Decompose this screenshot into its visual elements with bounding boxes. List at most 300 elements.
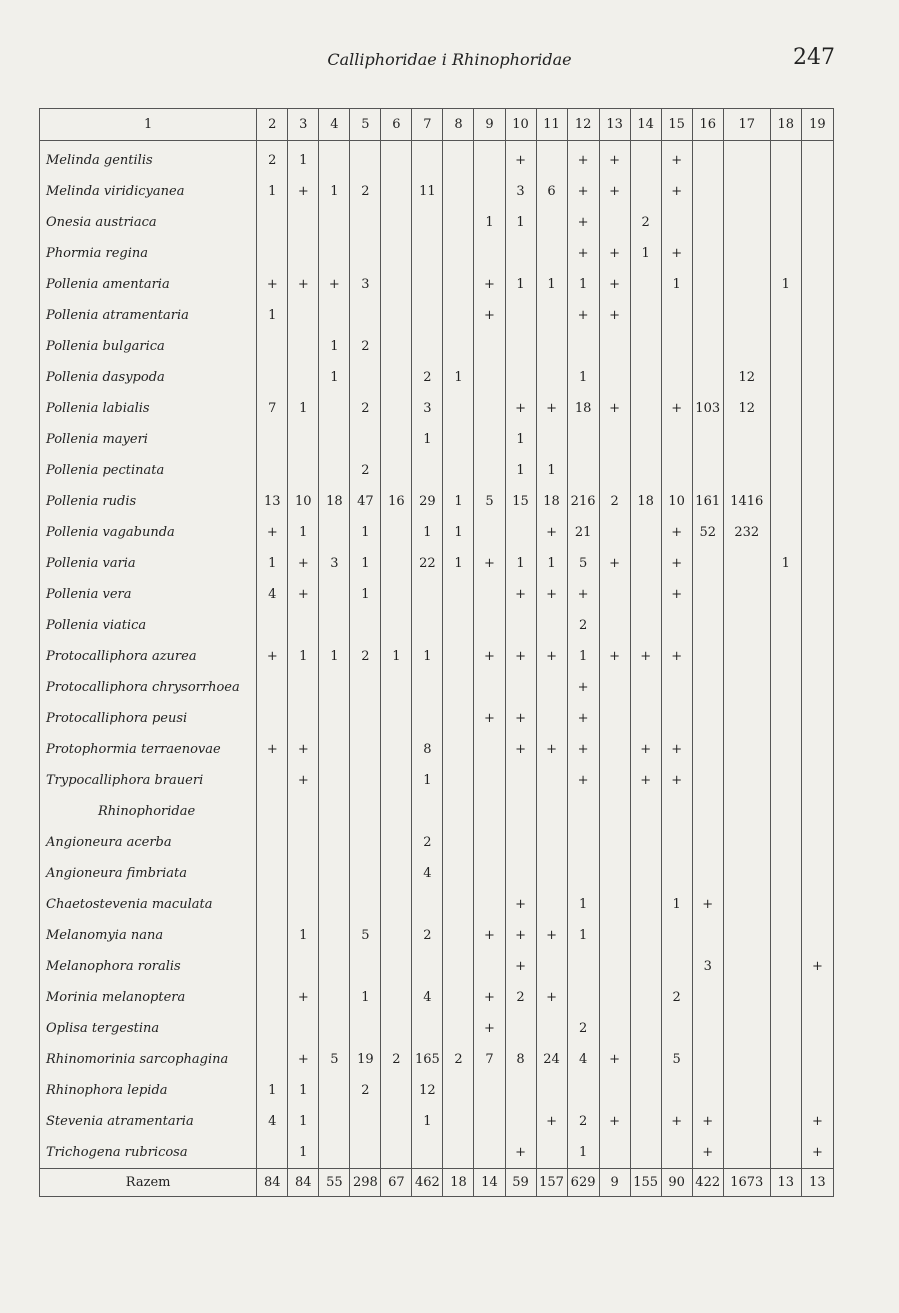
table-cell xyxy=(350,672,381,703)
table-cell xyxy=(381,517,412,548)
table-cell xyxy=(443,982,474,1013)
table-cell xyxy=(319,300,350,331)
table-cell: 2 xyxy=(630,207,661,238)
table-cell: 1 xyxy=(567,1137,599,1169)
table-cell xyxy=(599,796,630,827)
table-cell: + xyxy=(692,1137,723,1169)
table-cell xyxy=(536,796,567,827)
table-cell: 1 xyxy=(412,1106,443,1137)
table-cell xyxy=(692,796,723,827)
table-cell xyxy=(443,672,474,703)
table-cell xyxy=(536,610,567,641)
table-cell: 2 xyxy=(443,1044,474,1075)
table-cell xyxy=(381,827,412,858)
table-cell xyxy=(723,176,770,207)
table-row xyxy=(40,889,834,920)
table-cell xyxy=(257,796,288,827)
table-cell: 2 xyxy=(350,455,381,486)
table-cell: 1 xyxy=(661,889,692,920)
table-cell xyxy=(443,827,474,858)
table-cell xyxy=(412,951,443,982)
table-cell xyxy=(474,424,505,455)
total-cell: 84 xyxy=(288,1169,319,1197)
family-heading-row xyxy=(40,796,834,827)
table-cell: 1 xyxy=(288,393,319,424)
table-cell xyxy=(801,858,833,889)
table-cell xyxy=(723,455,770,486)
table-cell xyxy=(692,362,723,393)
table-cell xyxy=(599,889,630,920)
table-cell xyxy=(599,1075,630,1106)
table-cell: 1 xyxy=(288,141,319,177)
table-cell: + xyxy=(599,141,630,177)
table-cell xyxy=(567,1075,599,1106)
table-cell: 2 xyxy=(350,641,381,672)
table-cell xyxy=(443,455,474,486)
table-cell xyxy=(801,517,833,548)
table-cell: 1 xyxy=(350,517,381,548)
table-cell xyxy=(661,1137,692,1169)
table-cell xyxy=(630,1013,661,1044)
table-row xyxy=(40,424,834,455)
table-cell: 1416 xyxy=(723,486,770,517)
table-cell xyxy=(692,207,723,238)
total-cell: 1673 xyxy=(723,1169,770,1197)
table-cell xyxy=(288,827,319,858)
table-cell xyxy=(801,796,833,827)
table-cell: 2 xyxy=(350,176,381,207)
table-cell: 1 xyxy=(412,424,443,455)
table-cell xyxy=(443,858,474,889)
table-cell: 1 xyxy=(770,548,801,579)
total-cell: 13 xyxy=(770,1169,801,1197)
table-cell: + xyxy=(599,300,630,331)
table-row xyxy=(40,858,834,889)
table-cell xyxy=(350,610,381,641)
table-cell: 1 xyxy=(288,1137,319,1169)
table-cell xyxy=(599,827,630,858)
table-cell: 1 xyxy=(412,765,443,796)
table-cell: + xyxy=(536,641,567,672)
table-cell xyxy=(801,486,833,517)
table-cell xyxy=(412,269,443,300)
total-cell: 462 xyxy=(412,1169,443,1197)
table-cell: 2 xyxy=(350,1075,381,1106)
table-cell: + xyxy=(567,176,599,207)
species-name: Pollenia vera xyxy=(40,579,257,610)
table-cell: 2 xyxy=(412,362,443,393)
table-cell xyxy=(599,610,630,641)
table-cell xyxy=(319,858,350,889)
species-name: Protocalliphora chrysorrhoea xyxy=(40,672,257,703)
table-cell: 1 xyxy=(536,455,567,486)
table-cell xyxy=(474,610,505,641)
table-cell xyxy=(692,610,723,641)
table-cell xyxy=(723,672,770,703)
table-cell xyxy=(257,1013,288,1044)
table-cell: 29 xyxy=(412,486,443,517)
table-cell xyxy=(319,703,350,734)
column-header: 17 xyxy=(723,109,770,141)
table-cell xyxy=(536,889,567,920)
species-name: Pollenia amentaria xyxy=(40,269,257,300)
table-cell: 1 xyxy=(567,889,599,920)
table-cell: + xyxy=(288,982,319,1013)
table-cell: + xyxy=(630,641,661,672)
species-name: Melanomyia nana xyxy=(40,920,257,951)
table-cell: + xyxy=(599,269,630,300)
table-cell xyxy=(567,827,599,858)
table-cell xyxy=(350,141,381,177)
table-cell xyxy=(474,951,505,982)
table-cell: 18 xyxy=(567,393,599,424)
table-cell xyxy=(661,951,692,982)
column-header: 4 xyxy=(319,109,350,141)
table-cell: + xyxy=(288,269,319,300)
table-cell xyxy=(630,889,661,920)
table-cell: + xyxy=(474,920,505,951)
table-cell: 2 xyxy=(381,1044,412,1075)
table-cell xyxy=(630,982,661,1013)
table-cell xyxy=(801,141,833,177)
table-cell xyxy=(381,548,412,579)
table-cell: + xyxy=(536,393,567,424)
table-cell xyxy=(474,362,505,393)
page-number: 247 xyxy=(793,45,835,70)
table-cell: 1 xyxy=(567,362,599,393)
table-cell: + xyxy=(474,1013,505,1044)
table-cell xyxy=(661,362,692,393)
table-cell xyxy=(599,951,630,982)
table-cell: + xyxy=(288,1044,319,1075)
table-cell: + xyxy=(661,393,692,424)
table-cell xyxy=(692,141,723,177)
total-cell: 67 xyxy=(381,1169,412,1197)
table-cell xyxy=(381,1137,412,1169)
table-cell: 216 xyxy=(567,486,599,517)
table-cell: + xyxy=(567,734,599,765)
column-header-row xyxy=(40,109,834,141)
table-cell xyxy=(770,765,801,796)
table-cell xyxy=(630,331,661,362)
table-cell xyxy=(381,393,412,424)
table-cell: + xyxy=(474,269,505,300)
table-cell xyxy=(770,610,801,641)
species-name: Morinia melanoptera xyxy=(40,982,257,1013)
table-cell: 4 xyxy=(412,858,443,889)
table-cell xyxy=(770,486,801,517)
table-cell xyxy=(381,889,412,920)
column-header: 6 xyxy=(381,109,412,141)
table-cell: + xyxy=(474,641,505,672)
table-cell: + xyxy=(505,889,536,920)
table-cell xyxy=(412,455,443,486)
table-cell xyxy=(288,238,319,269)
table-cell: + xyxy=(288,734,319,765)
table-cell xyxy=(443,393,474,424)
table-cell xyxy=(630,858,661,889)
table-cell: + xyxy=(661,579,692,610)
table-cell: 1 xyxy=(350,548,381,579)
table-cell xyxy=(474,734,505,765)
table-cell: + xyxy=(567,765,599,796)
species-name: Pollenia bulgarica xyxy=(40,331,257,362)
table-cell xyxy=(661,207,692,238)
table-cell xyxy=(630,393,661,424)
table-cell xyxy=(536,1137,567,1169)
table-cell xyxy=(443,796,474,827)
table-cell xyxy=(505,765,536,796)
table-cell: 2 xyxy=(661,982,692,1013)
table-cell xyxy=(381,362,412,393)
table-cell xyxy=(599,424,630,455)
table-cell: + xyxy=(599,238,630,269)
table-cell xyxy=(350,1137,381,1169)
table-cell xyxy=(443,951,474,982)
table-cell xyxy=(350,1013,381,1044)
table-cell: 1 xyxy=(443,362,474,393)
table-cell xyxy=(350,300,381,331)
table-cell xyxy=(505,362,536,393)
table-cell xyxy=(770,331,801,362)
table-cell xyxy=(692,982,723,1013)
table-cell xyxy=(630,672,661,703)
table-cell xyxy=(801,889,833,920)
table-cell: 47 xyxy=(350,486,381,517)
table-row xyxy=(40,1106,834,1137)
table-cell xyxy=(288,889,319,920)
table-cell: 2 xyxy=(412,827,443,858)
table-cell xyxy=(723,331,770,362)
table-cell xyxy=(599,207,630,238)
table-cell xyxy=(350,1106,381,1137)
total-cell: 422 xyxy=(692,1169,723,1197)
table-cell: 5 xyxy=(350,920,381,951)
table-cell xyxy=(319,424,350,455)
table-row xyxy=(40,269,834,300)
table-cell xyxy=(412,1137,443,1169)
table-cell xyxy=(474,141,505,177)
table-cell xyxy=(770,362,801,393)
table-cell: 1 xyxy=(288,920,319,951)
table-cell xyxy=(350,238,381,269)
table-cell xyxy=(443,703,474,734)
table-cell xyxy=(443,269,474,300)
table-cell xyxy=(630,796,661,827)
table-cell xyxy=(350,889,381,920)
table-cell: 24 xyxy=(536,1044,567,1075)
table-cell xyxy=(474,1106,505,1137)
table-cell: + xyxy=(536,579,567,610)
table-cell xyxy=(350,827,381,858)
table-cell: 22 xyxy=(412,548,443,579)
table-cell xyxy=(770,1075,801,1106)
table-row xyxy=(40,982,834,1013)
table-cell: 2 xyxy=(567,1013,599,1044)
table-cell xyxy=(723,1013,770,1044)
table-cell xyxy=(770,393,801,424)
table-cell: 1 xyxy=(567,641,599,672)
table-cell xyxy=(536,703,567,734)
column-header: 14 xyxy=(630,109,661,141)
table-row xyxy=(40,765,834,796)
species-name: Trypocalliphora braueri xyxy=(40,765,257,796)
table-cell xyxy=(801,455,833,486)
species-name: Protocalliphora azurea xyxy=(40,641,257,672)
table-cell xyxy=(801,734,833,765)
table-cell xyxy=(319,393,350,424)
table-cell xyxy=(257,920,288,951)
table-cell: 1 xyxy=(288,1075,319,1106)
table-row xyxy=(40,703,834,734)
table-cell: + xyxy=(505,734,536,765)
table-cell xyxy=(801,393,833,424)
table-cell xyxy=(692,548,723,579)
table-cell xyxy=(567,858,599,889)
table-cell xyxy=(474,1075,505,1106)
table-cell xyxy=(770,641,801,672)
table-cell xyxy=(319,1013,350,1044)
table-cell xyxy=(692,703,723,734)
total-cell: 157 xyxy=(536,1169,567,1197)
table-cell: + xyxy=(661,238,692,269)
table-cell xyxy=(412,672,443,703)
table-cell xyxy=(723,610,770,641)
table-cell xyxy=(661,796,692,827)
table-cell xyxy=(257,951,288,982)
table-cell: + xyxy=(599,393,630,424)
table-cell xyxy=(770,1044,801,1075)
table-row xyxy=(40,486,834,517)
table-cell: + xyxy=(599,176,630,207)
table-cell xyxy=(443,765,474,796)
table-cell xyxy=(801,765,833,796)
table-cell xyxy=(505,1075,536,1106)
table-cell: 3 xyxy=(412,393,443,424)
table-cell xyxy=(257,424,288,455)
table-cell xyxy=(692,1044,723,1075)
table-cell xyxy=(443,238,474,269)
total-cell: 155 xyxy=(630,1169,661,1197)
table-cell xyxy=(443,641,474,672)
table-cell xyxy=(288,331,319,362)
species-name: Pollenia rudis xyxy=(40,486,257,517)
table-cell xyxy=(350,951,381,982)
table-cell xyxy=(319,1075,350,1106)
table-cell xyxy=(412,141,443,177)
table-cell xyxy=(350,362,381,393)
table-cell: + xyxy=(319,269,350,300)
total-row xyxy=(40,1169,834,1197)
species-name: Protophormia terraenovae xyxy=(40,734,257,765)
table-cell xyxy=(661,1013,692,1044)
table-cell: 4 xyxy=(412,982,443,1013)
table-cell: 3 xyxy=(692,951,723,982)
table-cell: 1 xyxy=(630,238,661,269)
table-cell xyxy=(381,796,412,827)
table-cell xyxy=(257,703,288,734)
table-cell: 1 xyxy=(443,548,474,579)
table-cell xyxy=(381,331,412,362)
table-cell xyxy=(319,827,350,858)
table-cell: 52 xyxy=(692,517,723,548)
table-cell xyxy=(723,579,770,610)
table-cell: + xyxy=(288,765,319,796)
table-cell xyxy=(474,889,505,920)
total-cell: 14 xyxy=(474,1169,505,1197)
table-cell xyxy=(661,827,692,858)
table-cell xyxy=(801,920,833,951)
table-cell xyxy=(257,610,288,641)
table-cell xyxy=(288,703,319,734)
table-cell xyxy=(536,765,567,796)
species-name: Melinda gentilis xyxy=(40,141,257,177)
table-cell xyxy=(319,610,350,641)
table-cell xyxy=(661,331,692,362)
table-cell xyxy=(630,517,661,548)
table-cell: 1 xyxy=(257,176,288,207)
table-cell xyxy=(257,238,288,269)
column-header: 7 xyxy=(412,109,443,141)
table-cell: 18 xyxy=(319,486,350,517)
table-cell xyxy=(692,672,723,703)
table-cell xyxy=(443,1137,474,1169)
table-cell xyxy=(801,331,833,362)
table-cell xyxy=(257,1044,288,1075)
table-cell xyxy=(381,141,412,177)
table-cell: + xyxy=(567,579,599,610)
table-cell xyxy=(630,300,661,331)
table-cell xyxy=(381,703,412,734)
table-cell xyxy=(319,517,350,548)
table-cell xyxy=(770,920,801,951)
table-cell: 1 xyxy=(536,548,567,579)
table-cell: 19 xyxy=(350,1044,381,1075)
species-name: Angioneura fimbriata xyxy=(40,858,257,889)
table-cell xyxy=(412,796,443,827)
table-cell xyxy=(381,672,412,703)
table-cell xyxy=(443,176,474,207)
column-header: 16 xyxy=(692,109,723,141)
species-name: Pollenia atramentaria xyxy=(40,300,257,331)
species-table xyxy=(39,108,834,1197)
table-cell xyxy=(474,517,505,548)
table-cell: + xyxy=(536,982,567,1013)
table-cell xyxy=(770,176,801,207)
table-cell xyxy=(381,858,412,889)
table-cell xyxy=(723,765,770,796)
table-cell xyxy=(723,951,770,982)
table-cell: + xyxy=(536,1106,567,1137)
table-cell: + xyxy=(599,1106,630,1137)
column-header: 11 xyxy=(536,109,567,141)
table-cell xyxy=(692,455,723,486)
table-cell xyxy=(319,579,350,610)
table-cell xyxy=(536,362,567,393)
table-cell: + xyxy=(536,920,567,951)
total-label: Razem xyxy=(40,1169,257,1197)
table-cell xyxy=(630,1044,661,1075)
column-header: 3 xyxy=(288,109,319,141)
table-cell: 6 xyxy=(536,176,567,207)
table-cell xyxy=(443,207,474,238)
table-row xyxy=(40,238,834,269)
table-cell xyxy=(381,579,412,610)
table-cell xyxy=(661,672,692,703)
table-cell: + xyxy=(661,141,692,177)
table-cell xyxy=(723,734,770,765)
table-cell xyxy=(319,141,350,177)
